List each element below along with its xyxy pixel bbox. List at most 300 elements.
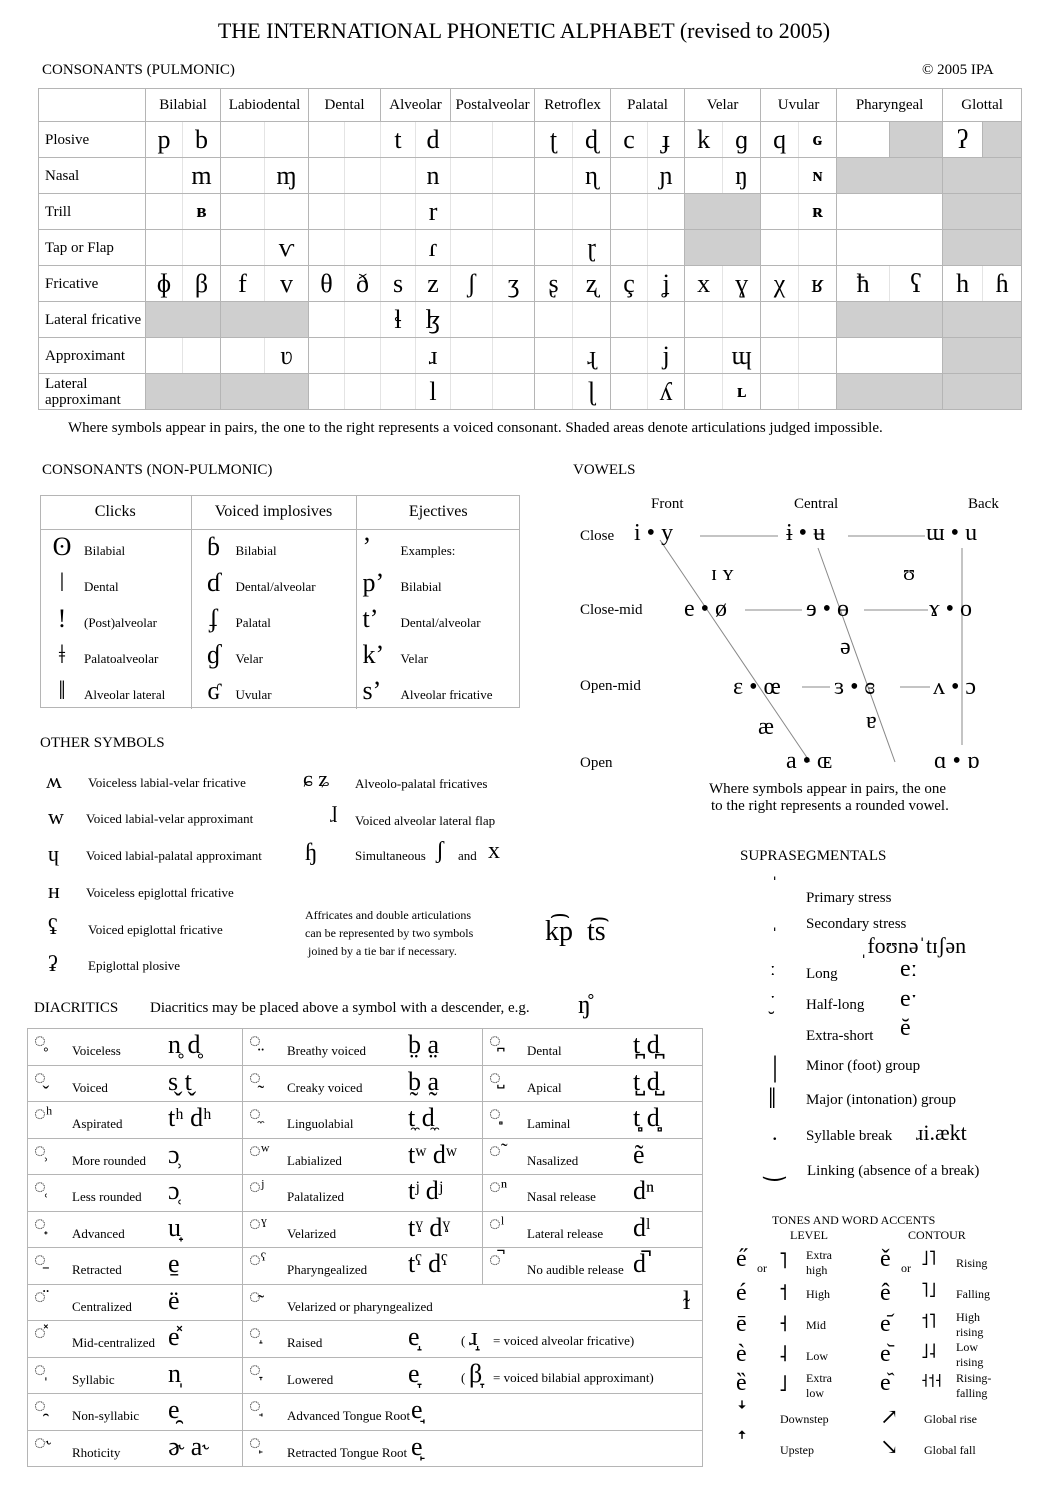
- other-symbol: ɕ ʑ: [303, 766, 330, 791]
- diacritic-example: dⁿ: [633, 1176, 655, 1205]
- other-symbol: ɺ: [330, 802, 338, 827]
- vowel-openmid-front: ɛ • œ: [733, 674, 781, 700]
- diacritic-label: Labialized: [287, 1152, 342, 1168]
- diacritic-example: ɔ̜: [168, 1176, 180, 1205]
- diacritic-mark: ◌̰: [249, 1066, 261, 1089]
- place-header: Dental: [309, 89, 381, 122]
- tone-label-box: [956, 1310, 983, 1340]
- tone-label: Extra: [806, 1248, 832, 1262]
- tone-bar: ˧˦˧: [921, 1371, 942, 1391]
- implosive-label: Palatal: [235, 615, 271, 630]
- place-header: Velar: [685, 89, 761, 122]
- downstep-icon: ꜜ: [737, 1402, 747, 1424]
- consonant-cell: ɾ: [416, 230, 451, 266]
- tone-bar: ˦˥: [921, 1311, 937, 1333]
- diacritics-table: [27, 1028, 703, 1467]
- consonant-cell: s: [381, 266, 416, 302]
- implosive-label: Dental/alveolar: [235, 579, 316, 594]
- diacritic-cell: [243, 1102, 483, 1139]
- other-label: Voiced epiglottal fricative: [88, 922, 223, 937]
- vowel-ae: æ: [758, 714, 775, 740]
- tone-label: Falling: [956, 1287, 991, 1301]
- implosive-label: Uvular: [235, 687, 272, 702]
- diacritic-mark: ◌̻: [489, 1103, 501, 1125]
- supra-label: Primary stress: [806, 890, 892, 906]
- diacritic-cell: [28, 1430, 243, 1467]
- consonant-cell: ʐ: [573, 266, 611, 302]
- consonant-cell: ɦ: [983, 266, 1022, 302]
- diacritics-subheading: Diacritics may be placed above a symbol with a descender, e.g.: [150, 1000, 530, 1016]
- diacritic-example: t̪ d̪: [633, 1030, 660, 1059]
- tone-label-box: [806, 1371, 832, 1401]
- diacritic-example: e̽: [168, 1322, 180, 1351]
- diacritic-cell: [243, 1321, 703, 1358]
- tone-bar: ˨: [779, 1341, 788, 1366]
- consonant-cell: ɹ: [416, 338, 451, 374]
- place-header: Bilabial: [146, 89, 221, 122]
- vowel-turned-a: ɐ: [866, 708, 877, 734]
- vowel-height-open: Open: [580, 755, 613, 771]
- consonant-cell: ɢ: [799, 122, 837, 158]
- tone-or: or: [901, 1261, 911, 1275]
- diacritic-example: β̞: [469, 1358, 483, 1388]
- consonant-cell: ʃ: [451, 266, 493, 302]
- tone-label-box: [956, 1340, 983, 1370]
- tone-label: rising: [956, 1355, 984, 1369]
- diacritic-mark: ◌̜: [34, 1176, 46, 1198]
- diacritic-label: Mid-centralized: [72, 1335, 156, 1350]
- consonant-cell: ʀ: [799, 194, 837, 230]
- vowels-heading: VOWELS: [573, 462, 636, 478]
- other-symbol: ʡ: [48, 951, 58, 976]
- consonant-cell: ʙ: [183, 194, 221, 230]
- vowel-schwa: ə: [840, 634, 851, 660]
- diacritic-mark: ◌̈: [34, 1285, 46, 1308]
- tone-vowel: ě: [880, 1246, 891, 1272]
- consonant-cell: ŋ: [723, 158, 761, 194]
- diacritic-label: Centralized: [72, 1298, 132, 1314]
- diacritic-cell: [28, 1138, 243, 1175]
- diacritic-mark: ◌̬: [34, 1066, 46, 1089]
- diacritic-mark: ◌̟: [34, 1212, 46, 1235]
- diacritic-mark: ◌ˠ: [249, 1212, 267, 1235]
- pulmonic-heading: CONSONANTS (PULMONIC): [42, 62, 235, 78]
- diacritic-cell: [243, 1394, 703, 1431]
- diacritic-label: Breathy voiced: [287, 1043, 367, 1058]
- diacritic-label: Advanced: [72, 1225, 125, 1241]
- diacritic-label: Voiced: [72, 1079, 108, 1095]
- diacritic-mark: ◌̴: [249, 1285, 261, 1308]
- tone-bar: ˥˩: [921, 1280, 937, 1302]
- ejective-symbol: kʼ: [362, 640, 385, 669]
- diacritic-mark: ◌̠: [34, 1249, 46, 1271]
- vowel-note: to the right represents a rounded vowel.: [711, 798, 949, 814]
- tone-bar: ˥: [779, 1248, 788, 1273]
- tone-label: Downstep: [780, 1412, 829, 1426]
- diacritic-mark: ◌̩: [34, 1358, 46, 1381]
- diacritic-example: tʷ dʷ: [408, 1139, 457, 1169]
- diacritic-mark: ◌̪: [489, 1030, 501, 1052]
- diacritic-label: Less rounded: [72, 1189, 142, 1204]
- tone-bar: ˦: [779, 1280, 788, 1305]
- tone-vowel: è: [736, 1341, 747, 1367]
- diacritic-cell: [243, 1175, 483, 1212]
- supra-example: ĕ: [900, 1015, 911, 1041]
- diacritic-example: tˠ dˠ: [408, 1212, 450, 1242]
- consonant-cell: ɴ: [799, 158, 837, 194]
- vowel-column-central: Central: [794, 496, 839, 512]
- click-label: (Post)alveolar: [84, 615, 157, 630]
- supra-mark: ˈ: [771, 872, 779, 897]
- consonant-cell: ɸ: [146, 266, 183, 302]
- tone-vowel: ē: [736, 1311, 747, 1337]
- tone-vowel: e̋: [736, 1246, 747, 1272]
- pulmonic-note: Where symbols appear in pairs, the one to the right represents a voiced consonant. Shaded areas denote articulations judged impossible.: [68, 420, 883, 436]
- diacritic-example: d̚: [633, 1249, 646, 1278]
- tones-heading: TONES AND WORD ACCENTS: [772, 1213, 936, 1227]
- vowel-column-back: Back: [968, 496, 999, 512]
- diacritic-example: t̻ d̻: [633, 1103, 660, 1132]
- diacritic-label: Nasalized: [527, 1152, 579, 1168]
- clicks-header: Clicks: [40, 495, 191, 529]
- diacritic-label: More rounded: [72, 1152, 147, 1168]
- tone-bar: ˩˨: [921, 1341, 937, 1363]
- diacritic-example: ɔ̹: [168, 1139, 180, 1169]
- diacritic-row: [28, 1175, 703, 1212]
- diacritic-label: Pharyngealized: [287, 1262, 368, 1277]
- vowel-line: [818, 548, 895, 762]
- diacritic-cell: [243, 1065, 483, 1102]
- place-header: Glottal: [943, 89, 1022, 122]
- stress-example: ˌfoʊnəˈtɪʃən: [860, 933, 967, 958]
- consonant-cell: ɱ: [265, 158, 309, 194]
- consonant-cell: ħ: [837, 266, 890, 302]
- diacritic-example: n̥ d̥: [168, 1030, 201, 1059]
- other-symbol: ɥ: [48, 841, 59, 866]
- diacritic-cell: [28, 1029, 243, 1066]
- diacritic-row: [28, 1248, 703, 1285]
- manner-label: Lateral approximant: [39, 374, 146, 410]
- supra-mark: ˑ: [770, 988, 776, 1010]
- vowel-close-front: i • y: [634, 520, 674, 546]
- tone-vowel: e᷈: [880, 1370, 891, 1396]
- diacritic-label: Non-syllabic: [72, 1408, 140, 1423]
- implosive-label: Bilabial: [235, 543, 277, 559]
- diacritic-mark: ◌̽: [34, 1322, 46, 1344]
- supra-mark: ˘: [768, 1008, 775, 1030]
- tone-vowel: ê: [880, 1280, 891, 1306]
- affricate-note: can be represented by two symbols: [305, 926, 474, 940]
- tone-label-box: [806, 1248, 832, 1278]
- supra-label: Major (intonation) group: [806, 1092, 956, 1108]
- manner-label: Lateral fricative: [39, 302, 146, 338]
- diacritic-cell: [28, 1065, 243, 1102]
- diacritic-example: ẽ: [633, 1139, 645, 1169]
- ejective-label: Dental/alveolar: [400, 615, 481, 630]
- tone-label: high: [806, 1263, 828, 1277]
- tone-bar: ˩: [779, 1371, 788, 1396]
- diacritic-label: Dental: [527, 1043, 562, 1058]
- diacritic-cell: [243, 1284, 703, 1321]
- diacritic-label: Nasal release: [527, 1189, 596, 1204]
- vowel-height-closemid: Close-mid: [580, 602, 643, 618]
- supra-label: Minor (foot) group: [806, 1058, 921, 1074]
- diacritic-cell: [28, 1211, 243, 1248]
- tones-contour-heading: CONTOUR: [908, 1228, 966, 1242]
- consonant-cell: ɻ: [573, 338, 611, 374]
- diacritic-example: ɚ a˞: [168, 1431, 211, 1461]
- manner-label: Tap or Flap: [39, 230, 146, 266]
- vowel-height-close: Close: [580, 528, 615, 544]
- manner-label: Approximant: [39, 338, 146, 374]
- global-fall-icon: ↘: [880, 1434, 899, 1459]
- vowel-near-close-back: ʊ: [903, 560, 916, 585]
- supra-heading: SUPRASEGMENTALS: [740, 848, 887, 864]
- diacritic-cell: [28, 1248, 243, 1285]
- vowel-close-back: ɯ • u: [926, 520, 978, 546]
- diacritic-label: Palatalized: [287, 1189, 345, 1204]
- consonant-cell: θ: [309, 266, 345, 302]
- other-label: Voiceless labial-velar fricative: [88, 775, 246, 790]
- tie-bar-examples: k͡p t͡s: [545, 916, 606, 947]
- diacritic-example: tʲ dʲ: [408, 1176, 443, 1205]
- diacritic-mark: ◌̺: [489, 1066, 501, 1089]
- global-rise-icon: ↗: [880, 1404, 899, 1429]
- diacritic-mark: ◌ʷ: [249, 1139, 270, 1162]
- diacritic-label: Syllabic: [72, 1371, 115, 1387]
- diacritic-cell: [483, 1065, 703, 1102]
- tone-label: Global fall: [924, 1443, 976, 1457]
- diacritic-cell: [243, 1138, 483, 1175]
- other-label: Simultaneous: [355, 848, 426, 863]
- supra-label: Half-long: [806, 997, 865, 1013]
- supra-label: Long: [806, 966, 838, 982]
- diacritic-cell: [243, 1211, 483, 1248]
- diacritic-example: e̘: [411, 1395, 423, 1424]
- consonant-cell: ʒ: [493, 266, 535, 302]
- place-header: Postalveolar: [451, 89, 535, 122]
- diacritic-label: Velarized: [287, 1225, 337, 1241]
- vowel-height-openmid: Open-mid: [580, 678, 641, 694]
- implosives-header: Voiced implosives: [191, 495, 356, 529]
- ejective-symbol: ʼ: [362, 532, 372, 562]
- diacritic-example: e̠: [168, 1249, 180, 1278]
- ejective-symbol: sʼ: [362, 676, 382, 705]
- consonant-cell: ɮ: [416, 302, 451, 338]
- diacritic-cell: [483, 1029, 703, 1066]
- diacritic-example: u̟: [168, 1212, 181, 1242]
- diacritic-cell: [483, 1138, 703, 1175]
- diacritic-example: e̯: [168, 1395, 180, 1424]
- tones-level-heading: LEVEL: [790, 1228, 828, 1242]
- supra-label: Extra-short: [806, 1028, 874, 1044]
- consonant-cell: c: [611, 122, 648, 158]
- upstep-icon: ꜛ: [737, 1432, 747, 1454]
- consonant-cell: ʎ: [648, 374, 685, 410]
- diacritic-cell: [243, 1248, 483, 1285]
- consonant-cell: x: [685, 266, 723, 302]
- diacritic-mark: ◌̤: [249, 1030, 261, 1052]
- supra-mark: ˌ: [771, 906, 779, 931]
- other-symbol: ʍ: [46, 768, 62, 793]
- tone-label: rising: [956, 1325, 984, 1339]
- consonant-cell: ç: [611, 266, 648, 302]
- click-symbol: ǁ: [58, 676, 66, 705]
- diacritic-cell: [28, 1321, 243, 1358]
- supra-label: Syllable break: [806, 1128, 893, 1144]
- supra-mark: ‿: [764, 1152, 785, 1181]
- nonpulmonic-heading: CONSONANTS (NON-PULMONIC): [42, 462, 273, 478]
- tone-vowel: é: [736, 1280, 747, 1306]
- consonant-cell: ʟ: [723, 374, 761, 410]
- diacritic-label: Rhoticity: [72, 1444, 121, 1460]
- diacritic-mark: ◌̃: [489, 1139, 501, 1162]
- implosive-symbol: ʄ: [209, 604, 218, 633]
- supra-mark: ‖: [768, 1082, 777, 1115]
- ejective-symbol: pʼ: [362, 568, 385, 597]
- tone-label-box: [956, 1371, 991, 1401]
- diacritic-example: b̰ a̰: [408, 1066, 440, 1096]
- consonant-cell: ɰ: [723, 338, 761, 374]
- consonant-cell: p: [146, 122, 183, 158]
- click-symbol: !: [57, 604, 67, 633]
- diacritic-cell: [483, 1248, 703, 1285]
- diacritic-label: Aspirated: [72, 1116, 123, 1131]
- diacritic-row: [28, 1357, 703, 1394]
- diacritic-note: = voiced alveolar fricative): [493, 1333, 635, 1348]
- diacritic-mark: ◌̘: [249, 1395, 261, 1417]
- tone-vowel: e᷄: [880, 1311, 891, 1337]
- consonant-cell: ʔ: [943, 122, 983, 158]
- diacritic-mark: ◌̝: [249, 1322, 261, 1344]
- supra-label: Linking (absence of a break): [807, 1163, 980, 1179]
- consonant-cell: ɽ: [573, 230, 611, 266]
- vowel-line: [660, 540, 810, 762]
- diacritic-mark: ◌̞: [249, 1358, 261, 1381]
- place-header: Labiodental: [221, 89, 309, 122]
- manner-label: Trill: [39, 194, 146, 230]
- consonant-cell: ɬ: [381, 302, 416, 338]
- consonant-cell: l: [416, 374, 451, 410]
- diacritic-row: [28, 1065, 703, 1102]
- diacritic-row: [28, 1284, 703, 1321]
- ejective-label: Examples:: [400, 543, 456, 559]
- diacritic-label: Voiceless: [72, 1043, 121, 1058]
- consonant-cell: ɡ: [723, 122, 761, 158]
- diacritic-row: [28, 1394, 703, 1431]
- affricate-note: Affricates and double articulations: [305, 908, 472, 922]
- diacritic-cell: [28, 1102, 243, 1139]
- diacritic-cell: [483, 1175, 703, 1212]
- consonant-cell: k: [685, 122, 723, 158]
- other-label: Voiced labial-velar approximant: [86, 811, 254, 826]
- consonant-cell: z: [416, 266, 451, 302]
- click-symbol: ǀ: [59, 568, 65, 597]
- diacritic-mark: ◌ʰ: [34, 1103, 53, 1125]
- diacritic-cell: [28, 1175, 243, 1212]
- diacritic-example: tˤ dˤ: [408, 1249, 448, 1278]
- place-header: Alveolar: [381, 89, 451, 122]
- diacritic-mark: ◌̼: [249, 1103, 261, 1125]
- diacritic-cell: [243, 1430, 703, 1467]
- diacritic-mark: ◌ⁿ: [489, 1176, 508, 1198]
- tone-label: High: [806, 1287, 830, 1301]
- consonant-cell: j: [648, 338, 685, 374]
- supra-mark: .: [772, 1120, 778, 1145]
- diacritic-mark: ◌˞: [34, 1431, 53, 1454]
- tone-label: Rising-: [956, 1371, 992, 1385]
- tone-bar: ˩˥: [921, 1248, 937, 1270]
- ejectives-header: Ejectives: [356, 495, 520, 529]
- consonant-cell: ɳ: [573, 158, 611, 194]
- other-label: Voiceless epiglottal fricative: [86, 885, 234, 900]
- tone-label: Mid: [806, 1318, 827, 1332]
- tone-label: Extra: [806, 1371, 832, 1385]
- consonant-cell: ɖ: [573, 122, 611, 158]
- supra-mark: |: [772, 1050, 779, 1083]
- click-symbol: ʘ: [52, 532, 72, 562]
- diacritic-label: Retracted Tongue Root: [287, 1444, 408, 1460]
- ejective-label: Alveolar fricative: [400, 687, 493, 702]
- other-symbol: x: [488, 838, 500, 864]
- consonant-cell: b: [183, 122, 221, 158]
- consonant-cell: m: [183, 158, 221, 194]
- tone-label: Rising: [956, 1256, 988, 1270]
- consonant-cell: r: [416, 194, 451, 230]
- diacritic-row: [28, 1029, 703, 1066]
- diacritic-label: Advanced Tongue Root: [287, 1408, 411, 1423]
- tone-vowel: e᷅: [880, 1341, 891, 1367]
- ejective-label: Bilabial: [400, 579, 442, 594]
- diacritic-cell: [28, 1394, 243, 1431]
- diacritic-note: = voiced bilabial approximant): [493, 1369, 654, 1385]
- consonant-cell: ʈ: [535, 122, 573, 158]
- other-label: Voiced alveolar lateral flap: [355, 813, 496, 828]
- consonant-cell: χ: [761, 266, 799, 302]
- tone-bar: ˧: [779, 1311, 788, 1336]
- affricate-note: joined by a tie bar if necessary.: [308, 944, 457, 958]
- tone-label: Low: [806, 1349, 828, 1363]
- vowel-open-front: a • ɶ: [786, 748, 833, 774]
- tone-label: High: [956, 1310, 980, 1324]
- click-symbol: ǂ: [58, 640, 66, 669]
- implosive-label: Velar: [235, 651, 263, 666]
- click-label: Alveolar lateral: [84, 687, 166, 702]
- diacritic-example: s̬ t̬: [168, 1066, 192, 1096]
- diacritic-row: [28, 1211, 703, 1248]
- tone-label: Upstep: [780, 1443, 814, 1457]
- consonant-cell: β: [183, 266, 221, 302]
- diacritic-example: e̙: [411, 1431, 423, 1461]
- diacritic-row: [28, 1138, 703, 1175]
- diacritic-example: tʰ dʰ: [168, 1103, 212, 1132]
- diacritic-example: dˡ: [633, 1212, 651, 1242]
- place-header: Uvular: [761, 89, 837, 122]
- tone-label: Low: [956, 1340, 978, 1354]
- other-label: Epiglottal plosive: [88, 958, 181, 973]
- manner-label: Nasal: [39, 158, 146, 194]
- supra-label: Secondary stress: [806, 916, 907, 932]
- click-label: Dental: [84, 579, 119, 594]
- diacritic-cell: [28, 1357, 243, 1394]
- ejective-symbol: tʼ: [362, 604, 379, 633]
- other-symbol: ʃ: [436, 838, 444, 864]
- ejective-label: Velar: [400, 651, 428, 666]
- diacritic-example: ë: [168, 1285, 180, 1315]
- consonant-cell: ʕ: [890, 266, 943, 302]
- vowel-openmid-central: ɜ • ɞ: [834, 674, 876, 700]
- consonant-cell: t: [381, 122, 416, 158]
